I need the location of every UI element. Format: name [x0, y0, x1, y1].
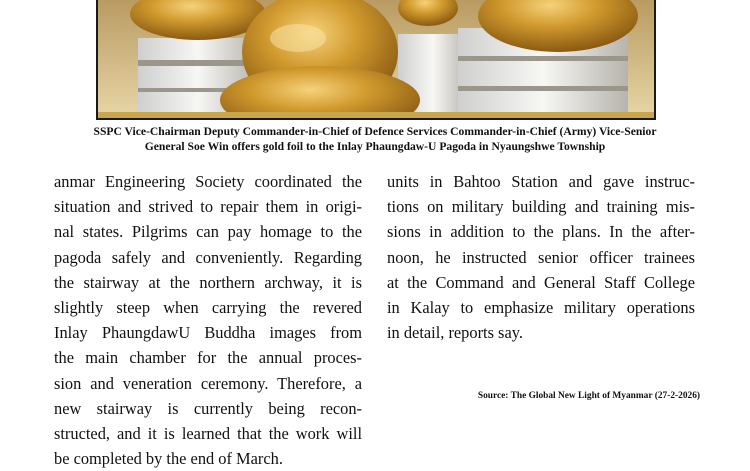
text-line: new stairway is currently being recon-: [54, 398, 362, 418]
gold-buddha-images-illustration: [98, 0, 656, 120]
article-column-right: [387, 169, 695, 345]
text-line: slightly steep when carrying the revered: [54, 297, 362, 317]
text-line: Inlay PhaungdawU Buddha images from: [54, 323, 362, 343]
text-line: nal states. Pilgrims can pay homage to the: [54, 222, 362, 242]
text-line: sions in addition to the plans. In the after-: [387, 222, 695, 242]
text-line: units in Bahtoo Station and gave instruc-: [387, 172, 695, 191]
text-line: at the Command and General Staff College: [387, 272, 695, 292]
caption-line: SSPC Vice-Chairman Deputy Commander-in-Chief of Defence Services Commander-in-Chief (Army) Vice-Senior: [93, 125, 657, 138]
article-column-left: [54, 169, 362, 471]
text-line: noon, he instructed senior officer trainees: [387, 247, 695, 267]
text-line: situation and strived to repair them in origi-: [54, 197, 362, 217]
text-line: tions on military building and training mis-: [387, 197, 695, 217]
text-line: the stairway at the northern archway, it is: [54, 272, 362, 292]
text-line: anmar Engineering Society coordinated the: [54, 172, 362, 191]
caption-line: General Soe Win offers gold foil to the Inlay Phaungdaw-U Pagoda in Nyaungshwe Township: [144, 140, 606, 153]
text-line: structed, and it is learned that the work will: [54, 423, 362, 443]
text-line: in detail, reports say.: [387, 323, 523, 343]
text-line: be completed by the end of March.: [54, 449, 283, 469]
pagoda-photo: [96, 0, 656, 120]
text-line: pagoda safely and conveniently. Regarding: [54, 247, 362, 267]
text-line: the main chamber for the annual proces-: [54, 348, 362, 368]
text-line: in Kalay to emphasize military operations: [387, 297, 695, 317]
text-line: sion and veneration ceremony. Therefore, a: [54, 373, 362, 393]
source-credit: Source: The Global New Light of Myanmar (27-2-2026): [477, 391, 700, 401]
photo-caption: [40, 124, 710, 154]
